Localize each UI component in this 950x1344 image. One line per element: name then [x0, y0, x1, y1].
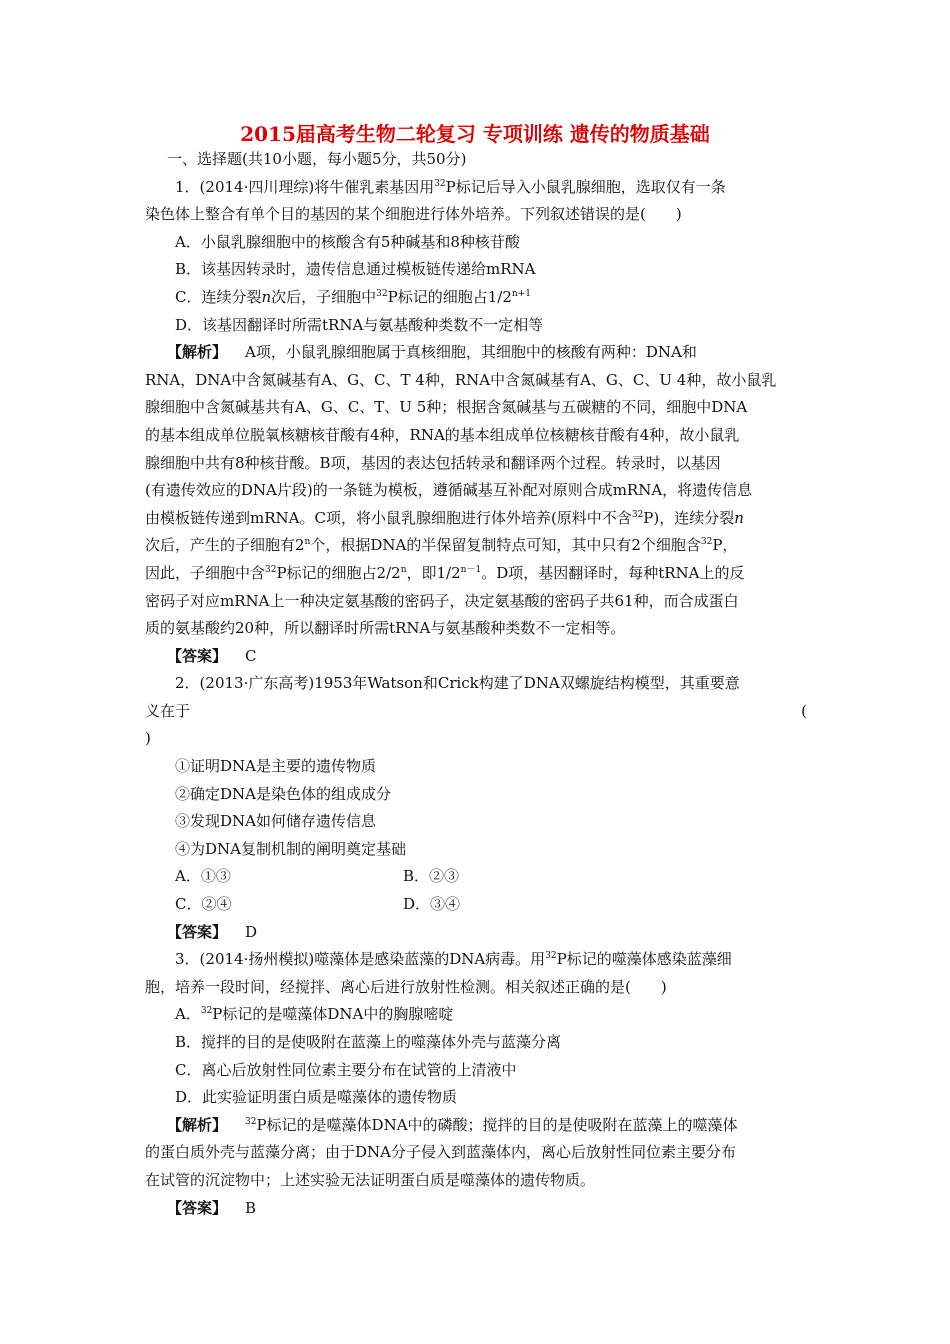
- document-body: [145, 146, 807, 1222]
- analysis-label: 【解析】: [167, 1115, 228, 1134]
- q1-analysis-line7: 由模板链传递到mRNA。C项，将小鼠乳腺细胞进行体外培养(原料中不含$^{32}$P)，连续分裂n: [145, 508, 744, 527]
- q1-analysis-line3: 腺细胞中含氮碱基共有A、G、C、T、U 5种；根据含氮碱基与五碳糖的不同，细胞中DNA: [145, 398, 748, 417]
- q1-option-b: B．该基因转录时，遗传信息通过模板链传递给mRNA: [175, 260, 536, 279]
- q2-answer: [145, 919, 807, 947]
- analysis-label: 【解析】: [167, 343, 228, 362]
- q3-answer-value: B: [245, 1198, 257, 1217]
- q2-answer-value: D: [245, 922, 258, 941]
- q2-options-row1: [145, 863, 807, 891]
- q3-option-a: A．$^{32}$P标记的是噬藻体DNA中的胸腺嘧啶: [175, 1005, 454, 1024]
- q2-options-row2: [145, 891, 807, 919]
- q1-analysis-line6: (有遗传效应的DNA片段)的一条链为模板，遵循碱基互补配对原则合成mRNA，将遗传信息: [145, 481, 753, 500]
- q2-item4: ④为DNA复制机制的阐明奠定基础: [175, 839, 406, 858]
- q1-stem-line2: 染色体上整合有单个目的基因的某个细胞进行体外培养。下列叙述错误的是( ): [145, 205, 682, 224]
- q2-stem-line3: ): [145, 729, 151, 748]
- q3-answer: [145, 1195, 807, 1223]
- q1-stem-line1: 1．(2014·四川理综)将牛催乳素基因用$^{32}$P标记后导入小鼠乳腺细胞，选取仅有一条: [175, 177, 726, 196]
- answer-label: 【答案】: [167, 646, 228, 665]
- q3-analysis-line3: 在试管的沉淀物中；上述实验无法证明蛋白质是噬藻体的遗传物质。: [145, 1170, 596, 1189]
- q3-analysis-line2: 的蛋白质外壳与蓝藻分离；由于DNA分子侵入到蓝藻体内，离心后放射性同位素主要分布: [145, 1143, 736, 1162]
- answer-label: 【答案】: [167, 922, 228, 941]
- q2-item1: ①证明DNA是主要的遗传物质: [175, 757, 376, 776]
- q1-analysis-line11: 质的氨基酸约20种，所以翻译时所需tRNA与氨基酸种类数不一定相等。: [145, 619, 626, 638]
- q2-stem-line2: 义在于 (: [145, 701, 807, 720]
- q3-option-b: B．搅拌的目的是使吸附在蓝藻上的噬藻体外壳与蓝藻分离: [175, 1033, 562, 1051]
- answer-label: 【答案】: [167, 1198, 228, 1217]
- q1-analysis-line9: 因此，子细胞中含$^{32}$P标记的细胞占2/2$^n$，即$1/2^{n-1}$。D项，基因翻译时，每种tRNA上的反: [145, 563, 745, 582]
- q1-analysis-line1: 【解析】 A项，小鼠乳腺细胞属于真核细胞，其细胞中的核酸有两种：DNA和: [167, 343, 697, 362]
- q2-option-b: B．②③: [403, 867, 460, 886]
- q2-item2: ②确定DNA是染色体的组成成分: [175, 784, 391, 803]
- section-header: 一、选择题(共10小题，每小题5分，共50分): [167, 150, 467, 168]
- q1-option-d: D．该基因翻译时所需tRNA与氨基酸种类数不一定相等: [175, 315, 544, 334]
- q3-analysis-line1: 【解析】 $^{32}$P标记的是噬藻体DNA中的磷酸；搅拌的目的是使吸附在蓝藻上的噬藻体: [167, 1115, 738, 1134]
- q1-answer: [145, 643, 807, 671]
- q3-option-d: D．此实验证明蛋白质是噬藻体的遗传物质: [175, 1088, 458, 1107]
- q1-option-c: C．连续分裂n次后，子细胞中$^{32}$P标记的细胞占$1/2^{n+1}$: [175, 287, 531, 306]
- q2-option-a: A．①③: [175, 867, 231, 886]
- q2-option-c: C．②④: [175, 895, 232, 914]
- q2-item3: ③发现DNA如何储存遗传信息: [175, 812, 376, 831]
- q1-analysis-line10: 密码子对应mRNA上一种决定氨基酸的密码子，决定氨基酸的密码子共61种，而合成蛋白: [145, 591, 739, 610]
- q2-option-d: D．③④: [403, 895, 461, 914]
- q3-stem-line2: 胞，培养一段时间，经搅拌、离心后进行放射性检测。相关叙述正确的是( ): [145, 977, 667, 996]
- q1-analysis-line4: 的基本组成单位脱氧核糖核苷酸有4种，RNA的基本组成单位核糖核苷酸有4种，故小鼠乳: [145, 425, 740, 444]
- q3-stem-line1: 3．(2014·扬州模拟)噬藻体是感染蓝藻的DNA病毒。用$^{32}$P标记的噬藻体感染蓝藻细: [175, 950, 732, 969]
- q1-analysis-line5: 腺细胞中共有8种核苷酸。B项，基因的表达包括转录和翻译两个过程。转录时，以基因: [145, 453, 721, 472]
- document-title: 2015届高考生物二轮复习 专项训练 遗传的物质基础: [240, 122, 710, 146]
- q1-analysis-line2: RNA，DNA中含氮碱基有A、G、C、T 4种，RNA中含氮碱基有A、G、C、U 4种，故小鼠乳: [145, 370, 777, 389]
- q2-stem-line1: 2．(2013·广东高考)1953年Watson和Crick构建了DNA双螺旋结构模型，其重要意: [175, 674, 740, 693]
- q1-answer-value: C: [245, 646, 257, 665]
- q1-analysis-line8: 次后，产生的子细胞有2$^n$个，根据DNA的半保留复制特点可知，其中只有2个细胞含$^{32}$P，: [145, 536, 738, 555]
- q1-option-a: A．小鼠乳腺细胞中的核酸含有5种碱基和8种核苷酸: [175, 232, 520, 251]
- q3-option-c: C．离心后放射性同位素主要分布在试管的上清液中: [175, 1060, 517, 1079]
